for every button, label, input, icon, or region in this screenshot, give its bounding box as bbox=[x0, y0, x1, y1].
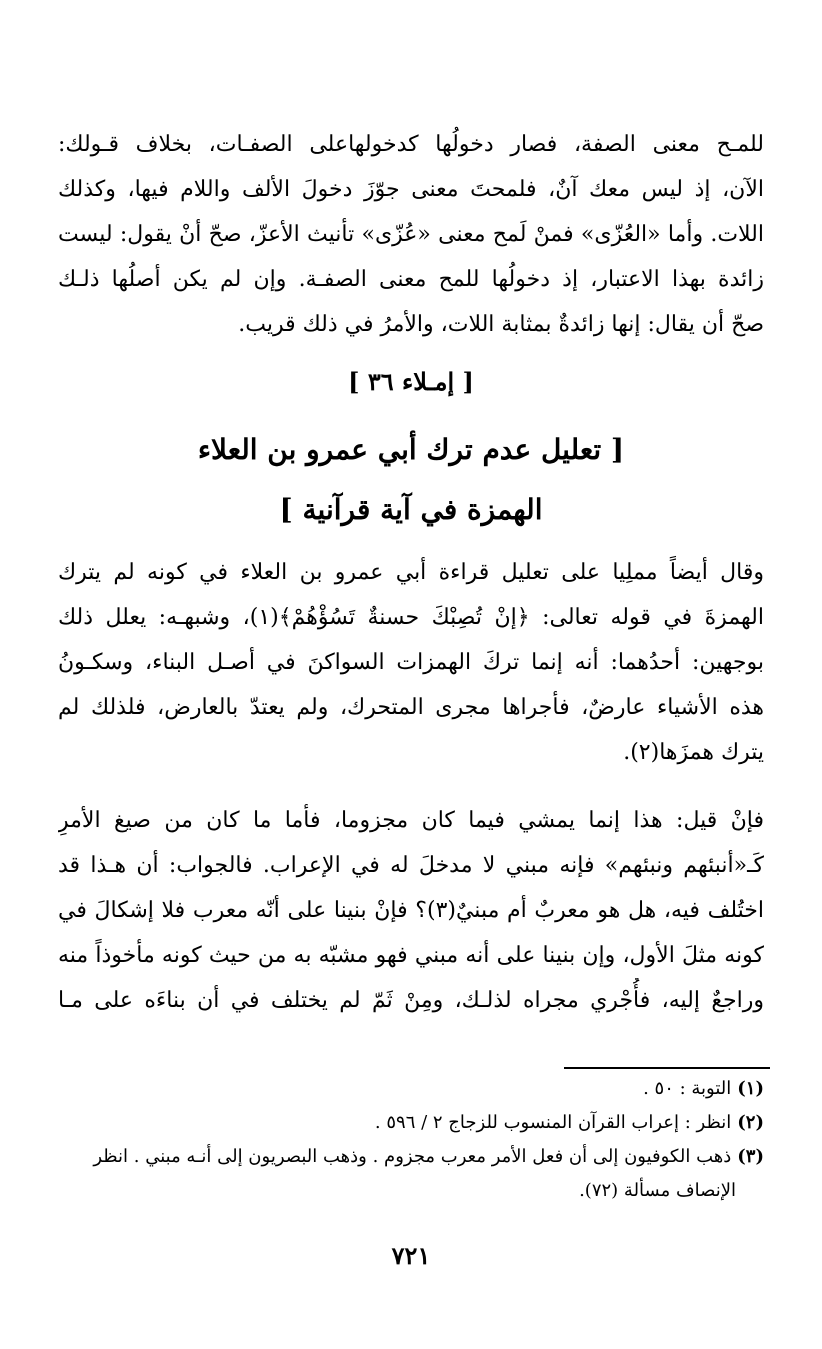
footnote-number: (١) bbox=[737, 1078, 764, 1099]
text-line: اللات. وأما «العُزّى» فمنْ لَمح معنى «عُزّى» تأنيث الأعزّ، صحّ أنْ يقول: ليست bbox=[58, 222, 764, 247]
footnote-3 bbox=[58, 1140, 764, 1174]
text-line: الآن، إذ ليس معك آنٌ، فلمحتَ معنى جوّزَ دخولَ الألف واللام فيها، وكذلك bbox=[58, 177, 764, 202]
text-line: وقال أيضاً مملِيا على تعليل قراءة أبي عمرو بن العلاء في كونه لم يترك bbox=[58, 560, 764, 585]
text-line: كونه مثلَ الأول، وإن بنينا على أنه مبني فهو مشبّه به من حيث كونه مأخوذاً منه bbox=[58, 943, 764, 968]
text-line: للمـح معنى الصفة، فصار دخولُها كدخولهاعلى الصفـات، بخلاف قـولك: bbox=[58, 132, 764, 157]
footnote-number: (٣) bbox=[737, 1146, 764, 1167]
footnote-number: (٢) bbox=[737, 1112, 764, 1133]
footnote-text: انظر : إعراب القرآن المنسوب للزجاج ٢ / ٥٩٦ . bbox=[374, 1112, 732, 1133]
footnote-2 bbox=[58, 1106, 764, 1140]
footnote-text: التوبة : ٥٠ . bbox=[643, 1078, 732, 1099]
paragraph-1 bbox=[58, 122, 764, 347]
text-line: الهمزةَ في قوله تعالى: ﴿إنْ تُصِبْكَ حسنةٌ تَسُؤْهُمْ﴾(١)، وشبهـه: يعلل ذلك bbox=[58, 605, 764, 630]
section-title-line-2: الهمزة في آية قرآنية ] bbox=[279, 493, 543, 526]
footnote-text: ذهب الكوفيون إلى أن فعل الأمر معرب مجزوم . وذهب البصريون إلى أنـه مبني . انظر bbox=[93, 1146, 732, 1167]
text-line: صحّ أن يقال: إنها زائدةٌ بمثابة اللات، والأمرُ في ذلك قريب. bbox=[238, 312, 764, 337]
dictation-heading: [ إمـلاء ٣٦ ] bbox=[348, 367, 474, 396]
section-title-line-1: [ تعليل عدم ترك أبي عمرو بن العلاء bbox=[197, 433, 625, 466]
paragraph-3 bbox=[58, 798, 764, 1023]
footnotes bbox=[58, 1072, 764, 1208]
footnote-separator bbox=[564, 1067, 770, 1069]
text-line: بوجهين: أحدُهما: أنه إنما تركَ الهمزات السواكنَ في أصـل البناء، وسكـونُ bbox=[58, 650, 764, 675]
text-line: كَـ«أنبئهم ونبئهم» فإنه مبني لا مدخلَ له في الإعراب. فالجواب: أن هـذا قد bbox=[58, 853, 764, 878]
text-line: فإنْ قيل: هذا إنما يمشي فيما كان مجزوما، فأما ما كان من صيغ الأمرِ bbox=[58, 808, 764, 833]
text-line: اختُلف فيه، هل هو معربٌ أم مبنيٌ(٣)؟ فإنْ بنينا على أنّه معرب فلا إشكالَ في bbox=[58, 898, 764, 923]
text-line: وراجعٌ إليه، فأُجْري مجراه لذلـك، ومِنْ ثَمّ لم يختلف في أن بناءَه على مـا bbox=[58, 988, 764, 1013]
text-line: هذه الأشياء عارضٌ، فأجراها مجرى المتحرك، ولم يعتدّ بالعارض، فلذلك لم bbox=[58, 695, 764, 720]
footnote-1 bbox=[58, 1072, 764, 1106]
footnote-3-continuation: الإنصاف مسألة (٧٢). bbox=[579, 1180, 736, 1201]
page-number: ٧٢١ bbox=[391, 1241, 431, 1270]
paragraph-2 bbox=[58, 550, 764, 775]
text-line: زائدة بهذا الاعتبار، إذ دخولُها للمح معنى الصفـة. وإن لم يكن أصلُها ذلـك bbox=[58, 267, 764, 292]
text-line: يترك همزَها(٢). bbox=[623, 740, 764, 765]
